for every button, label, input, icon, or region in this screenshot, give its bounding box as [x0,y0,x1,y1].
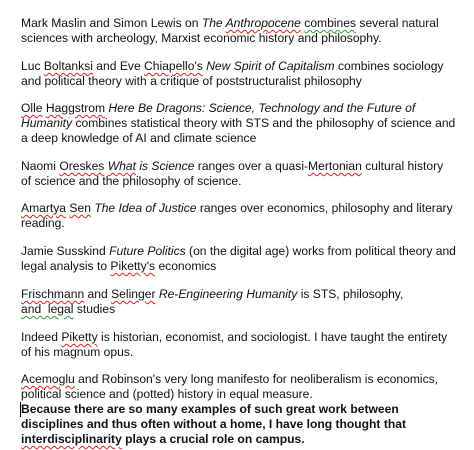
text-run: is historian, economist, and sociologist. I have taught the entirety [97,330,448,344]
text-line [21,402,469,417]
text-run: sciences with archeology, Marxist economic history and philosophy. [21,31,382,45]
paragraph-acemoglu-robinson [21,372,469,402]
text-run: Indeed [21,330,62,344]
text-run: cultural history [361,159,444,173]
text-line [21,387,469,402]
text-run: ranges over a quasi- [194,159,309,173]
text-run: (on the digital age) works from political theory and [185,244,456,258]
spellcheck-flagged-word: What [107,159,136,173]
spellcheck-flagged-word: Haggstrom [45,101,106,115]
text-line [21,417,469,432]
paragraph-boltanski-chiapello [21,59,469,89]
text-run: combines statistical theory with STS and the philosophy of science and [72,116,456,130]
spellcheck-flagged-word: Oreskes [59,159,105,173]
text-run: and political theory with a critique of poststructuralist philosophy [21,74,362,88]
text-line [21,259,469,274]
text-run: and [84,287,112,301]
text-run: Because there are so many examples of such great work between [21,402,399,416]
text-run: Luc [21,59,44,73]
text-line [21,74,469,89]
text-line [21,31,469,46]
text-run: combines sociology [334,59,444,73]
text-line [21,432,469,447]
text-line [21,244,469,259]
text-run: The Idea of Justice [94,201,197,215]
text-line [21,302,469,317]
text-line [21,174,469,189]
spellcheck-flagged-word: combines [304,16,357,30]
text-run: and Eve [92,59,145,73]
text-run: reading. [21,216,65,230]
spellcheck-flagged-word: Piketty [61,330,98,344]
paragraph-maslin-lewis [21,16,469,46]
text-run: Here Be Dragons: Science, Technology and the Future of [108,101,416,115]
spellcheck-flagged-word: Olle [21,101,43,115]
text-run: is STS, philosophy, [297,287,404,301]
text-run: political science and (potted) history in equal measure. [21,387,313,401]
text-run: plays a crucial role on campus. [121,432,305,446]
spellcheck-flagged-word: Acemoglu [21,372,75,386]
text-run: Re-Engineering Humanity [158,287,298,301]
text-line [21,59,469,74]
spellcheck-flagged-word: and legal [21,302,74,316]
spellcheck-flagged-word: Piketty's [110,259,156,273]
text-run: Naomi [21,159,60,173]
text-line [21,372,469,387]
spellcheck-flagged-word: Mertonian [308,159,362,173]
spellcheck-flagged-word: Frischmann [21,287,85,301]
spellcheck-flagged-word: Boltanksi [43,59,93,73]
text-line [21,330,469,345]
paragraph-haggstrom [21,101,469,146]
spellcheck-flagged-word: Selinger [111,287,156,301]
text-line [21,345,469,360]
text-run: Humanity [21,116,73,130]
text-run: Mark Maslin and Simon Lewis on [21,16,202,30]
text-cursor [20,402,21,417]
text-run: a deep knowledge of AI and climate science [21,131,257,145]
spellcheck-flagged-word: Amartya [21,201,67,215]
text-run: disciplines and thus often without a home, I have long thought that [21,417,406,431]
spellcheck-flagged-word: interdisciplinarity [21,432,122,446]
spellcheck-flagged-word: Chiapello's [144,59,203,73]
text-line [21,216,469,231]
text-run: economics [155,259,217,273]
text-run: Future Politics [109,244,186,258]
paragraph-sen [21,201,469,231]
paragraph-oreskes [21,159,469,189]
text-line [21,116,469,131]
text-run: and Robinson's very long manifesto for neoliberalism is economics, [74,372,439,386]
paragraph-susskind [21,244,469,274]
text-run: legal analysis to [21,259,111,273]
paragraph-conclusion [21,402,469,447]
spellcheck-flagged-word: Sen [69,201,91,215]
text-run: studies [73,302,116,316]
paragraph-piketty [21,330,469,360]
spellcheck-flagged-word: Anthropocene [225,16,301,30]
text-run: New Spirit of Capitalism [206,59,335,73]
text-run: ranges over economics, philosophy and literary [196,201,453,215]
text-run: The [201,16,226,30]
text-line [21,16,469,31]
text-run: several natural [356,16,439,30]
text-line [21,131,469,146]
text-run: is Science [135,159,195,173]
text-line [21,287,469,302]
paragraph-frischmann-selinger [21,287,469,317]
text-run: Jamie Susskind [21,244,110,258]
text-line [21,101,469,116]
text-run: of his magnum opus. [21,345,134,359]
text-line [21,159,469,174]
text-run: of science and the philosophy of science. [21,174,242,188]
text-line [21,201,469,216]
